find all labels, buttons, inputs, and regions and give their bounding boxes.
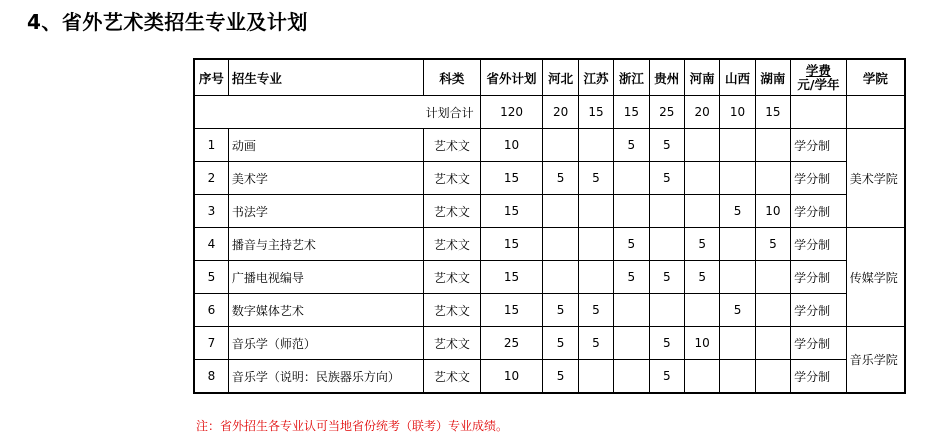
cell-shanxi [720, 228, 755, 261]
cell-major: 动画 [228, 129, 423, 162]
cell-zhejiang: 5 [614, 228, 649, 261]
header-hunan: 湖南 [755, 59, 790, 96]
header-category: 科类 [424, 59, 481, 96]
header-seq: 序号 [194, 59, 228, 96]
cell-jiangsu: 5 [578, 162, 613, 195]
cell-category: 艺术文 [424, 129, 481, 162]
table-header-row [194, 59, 905, 96]
cell-zhejiang [614, 327, 649, 360]
cell-henan [684, 162, 719, 195]
enrollment-plan-table [193, 58, 906, 394]
cell-fee: 学分制 [791, 228, 847, 261]
page-title: 4、省外艺术类招生专业及计划 [27, 10, 308, 34]
cell-hebei: 5 [543, 360, 578, 394]
cell-hunan [755, 360, 790, 394]
total-row [194, 96, 905, 129]
cell-category: 艺术文 [424, 327, 481, 360]
cell-hunan [755, 294, 790, 327]
cell-jiangsu [578, 360, 613, 394]
table-row [194, 195, 905, 228]
header-college: 学院 [846, 59, 905, 96]
cell-hebei [543, 261, 578, 294]
total-college [846, 96, 905, 129]
cell-jiangsu [578, 195, 613, 228]
cell-college: 音乐学院 [846, 327, 905, 394]
total-fee [791, 96, 847, 129]
header-fee-bottom: 元/学年 [797, 76, 840, 92]
cell-seq: 4 [194, 228, 228, 261]
cell-college: 传媒学院 [846, 228, 905, 327]
cell-shanxi [720, 360, 755, 394]
cell-major: 数字媒体艺术 [228, 294, 423, 327]
cell-plan: 15 [480, 195, 543, 228]
cell-hebei: 5 [543, 294, 578, 327]
cell-guizhou: 5 [649, 261, 684, 294]
cell-henan [684, 294, 719, 327]
table-row [194, 129, 905, 162]
cell-category: 艺术文 [424, 195, 481, 228]
table-row [194, 228, 905, 261]
cell-plan: 15 [480, 294, 543, 327]
cell-henan [684, 195, 719, 228]
cell-jiangsu [578, 228, 613, 261]
cell-henan: 10 [684, 327, 719, 360]
table-row [194, 294, 905, 327]
cell-hebei [543, 195, 578, 228]
footnote: 注：省外招生各专业认可当地省份统考（联考）专业成绩。 [196, 419, 509, 433]
cell-category: 艺术文 [424, 261, 481, 294]
cell-hebei [543, 228, 578, 261]
total-jiangsu: 15 [578, 96, 613, 129]
cell-guizhou [649, 294, 684, 327]
cell-fee: 学分制 [791, 162, 847, 195]
cell-plan: 15 [480, 261, 543, 294]
cell-seq: 5 [194, 261, 228, 294]
cell-seq: 8 [194, 360, 228, 394]
cell-major: 书法学 [228, 195, 423, 228]
cell-hunan: 5 [755, 228, 790, 261]
cell-major: 音乐学（说明：民族器乐方向） [228, 360, 423, 394]
cell-shanxi [720, 162, 755, 195]
cell-major: 广播电视编导 [228, 261, 423, 294]
total-guizhou: 25 [649, 96, 684, 129]
header-henan: 河南 [684, 59, 719, 96]
cell-jiangsu [578, 261, 613, 294]
cell-category: 艺术文 [424, 360, 481, 394]
cell-fee: 学分制 [791, 129, 847, 162]
total-henan: 20 [684, 96, 719, 129]
table-row [194, 162, 905, 195]
cell-college: 美术学院 [846, 129, 905, 228]
cell-hunan [755, 327, 790, 360]
cell-hebei [543, 129, 578, 162]
header-fee-top: 学费 [805, 62, 831, 78]
cell-seq: 1 [194, 129, 228, 162]
cell-shanxi: 5 [720, 195, 755, 228]
cell-guizhou [649, 228, 684, 261]
cell-jiangsu [578, 129, 613, 162]
header-plan: 省外计划 [480, 59, 543, 96]
cell-seq: 7 [194, 327, 228, 360]
cell-plan: 15 [480, 162, 543, 195]
header-zhejiang: 浙江 [614, 59, 649, 96]
total-hebei: 20 [543, 96, 578, 129]
cell-category: 艺术文 [424, 294, 481, 327]
cell-hunan: 10 [755, 195, 790, 228]
cell-shanxi [720, 129, 755, 162]
cell-zhejiang: 5 [614, 261, 649, 294]
cell-fee: 学分制 [791, 195, 847, 228]
cell-henan [684, 129, 719, 162]
cell-fee: 学分制 [791, 261, 847, 294]
cell-jiangsu: 5 [578, 294, 613, 327]
cell-fee: 学分制 [791, 294, 847, 327]
cell-plan: 25 [480, 327, 543, 360]
cell-seq: 2 [194, 162, 228, 195]
cell-major: 音乐学（师范） [228, 327, 423, 360]
cell-category: 艺术文 [424, 162, 481, 195]
cell-major: 播音与主持艺术 [228, 228, 423, 261]
cell-fee: 学分制 [791, 327, 847, 360]
total-plan: 120 [480, 96, 543, 129]
cell-plan: 10 [480, 360, 543, 394]
total-shanxi: 10 [720, 96, 755, 129]
cell-fee: 学分制 [791, 360, 847, 394]
cell-hunan [755, 162, 790, 195]
cell-seq: 6 [194, 294, 228, 327]
cell-hebei: 5 [543, 327, 578, 360]
cell-category: 艺术文 [424, 228, 481, 261]
cell-guizhou: 5 [649, 327, 684, 360]
total-label: 计划合计 [194, 96, 480, 129]
cell-jiangsu: 5 [578, 327, 613, 360]
header-major: 招生专业 [228, 59, 423, 96]
cell-zhejiang [614, 360, 649, 394]
cell-shanxi [720, 261, 755, 294]
cell-hunan [755, 129, 790, 162]
total-zhejiang: 15 [614, 96, 649, 129]
cell-guizhou: 5 [649, 162, 684, 195]
cell-shanxi [720, 327, 755, 360]
header-shanxi: 山西 [720, 59, 755, 96]
header-guizhou: 贵州 [649, 59, 684, 96]
cell-zhejiang [614, 195, 649, 228]
cell-henan: 5 [684, 261, 719, 294]
cell-guizhou: 5 [649, 360, 684, 394]
cell-henan [684, 360, 719, 394]
header-fee [791, 59, 847, 96]
header-hebei: 河北 [543, 59, 578, 96]
cell-seq: 3 [194, 195, 228, 228]
cell-hebei: 5 [543, 162, 578, 195]
table-row [194, 327, 905, 360]
cell-major: 美术学 [228, 162, 423, 195]
table-row [194, 261, 905, 294]
cell-shanxi: 5 [720, 294, 755, 327]
header-jiangsu: 江苏 [578, 59, 613, 96]
table-row [194, 360, 905, 394]
cell-zhejiang [614, 294, 649, 327]
cell-guizhou [649, 195, 684, 228]
cell-plan: 10 [480, 129, 543, 162]
total-hunan: 15 [755, 96, 790, 129]
cell-guizhou: 5 [649, 129, 684, 162]
cell-zhejiang: 5 [614, 129, 649, 162]
cell-plan: 15 [480, 228, 543, 261]
cell-henan: 5 [684, 228, 719, 261]
cell-hunan [755, 261, 790, 294]
cell-zhejiang [614, 162, 649, 195]
